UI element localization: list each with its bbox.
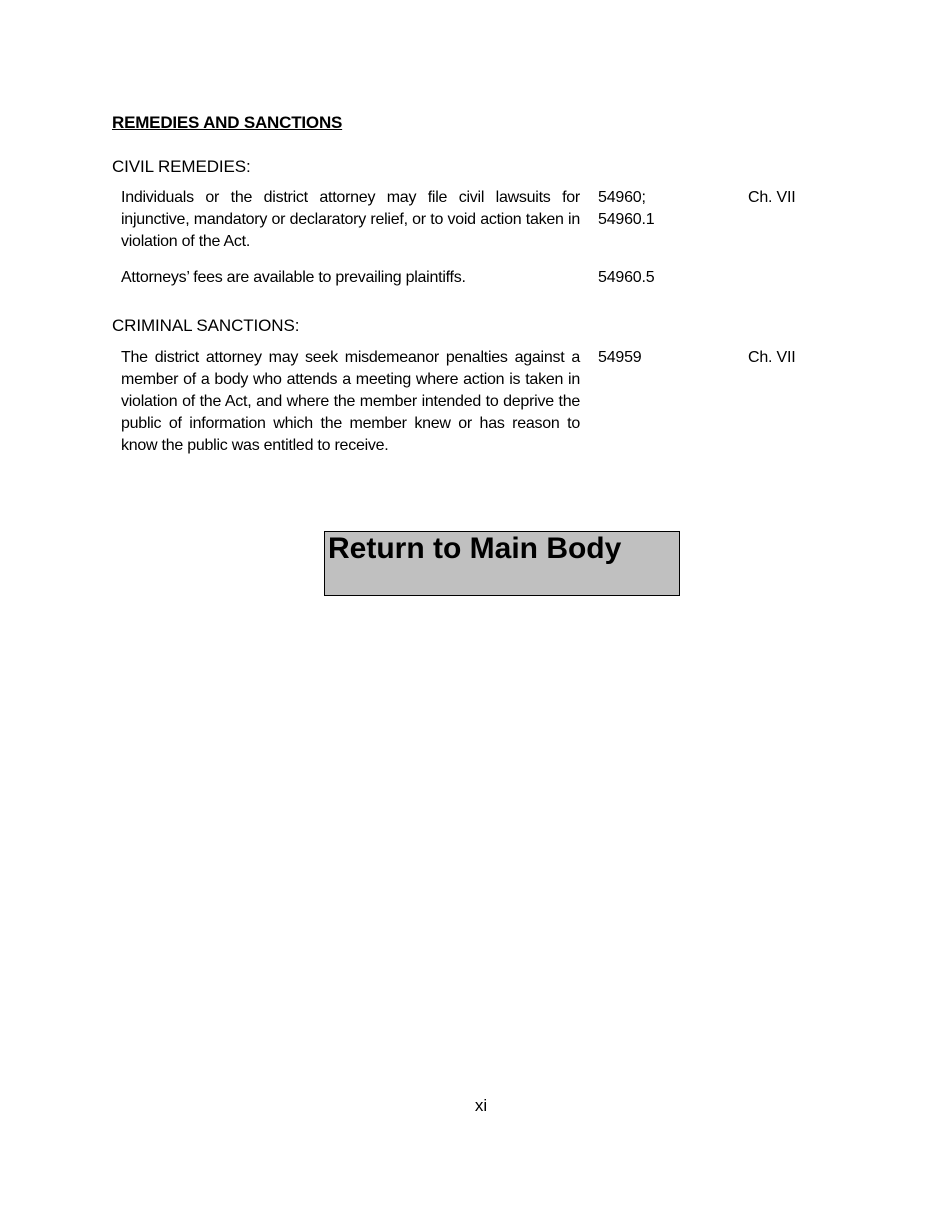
entry-description: Individuals or the district attorney may file civil lawsuits for injunctive, mandatory or declaratory relief, or to void action taken in violation of the Act. <box>121 189 580 250</box>
entry-code <box>598 347 708 369</box>
entry-description: Attorneys’ fees are available to prevailing plaintiffs. <box>121 269 466 286</box>
entry-code <box>598 267 708 289</box>
code-line: 54960; <box>598 189 646 206</box>
criminal-sanctions-heading: CRIMINAL SANCTIONS: <box>112 316 300 335</box>
code-line: 54959 <box>598 349 642 366</box>
entry-description: The district attorney may seek misdemeanor penalties against a member of a body who attends a meeting where action is taken in violation of the Act, and where the member intended to deprive the public of information which the member knew or has reason to know the public was entitled to receive. <box>121 349 580 454</box>
code-line: 54960.5 <box>598 269 655 286</box>
civil-remedies-heading: CIVIL REMEDIES: <box>112 157 251 176</box>
entry-chapter: Ch. VII <box>748 189 796 206</box>
return-to-main-body-button[interactable] <box>324 531 680 596</box>
entry-chapter: Ch. VII <box>748 349 796 366</box>
code-line: 54960.1 <box>598 211 655 228</box>
return-button-label: Return to Main Body <box>328 532 622 565</box>
entry-code <box>598 187 708 231</box>
page-heading: REMEDIES AND SANCTIONS <box>112 113 343 132</box>
page-number: xi <box>474 1096 488 1115</box>
